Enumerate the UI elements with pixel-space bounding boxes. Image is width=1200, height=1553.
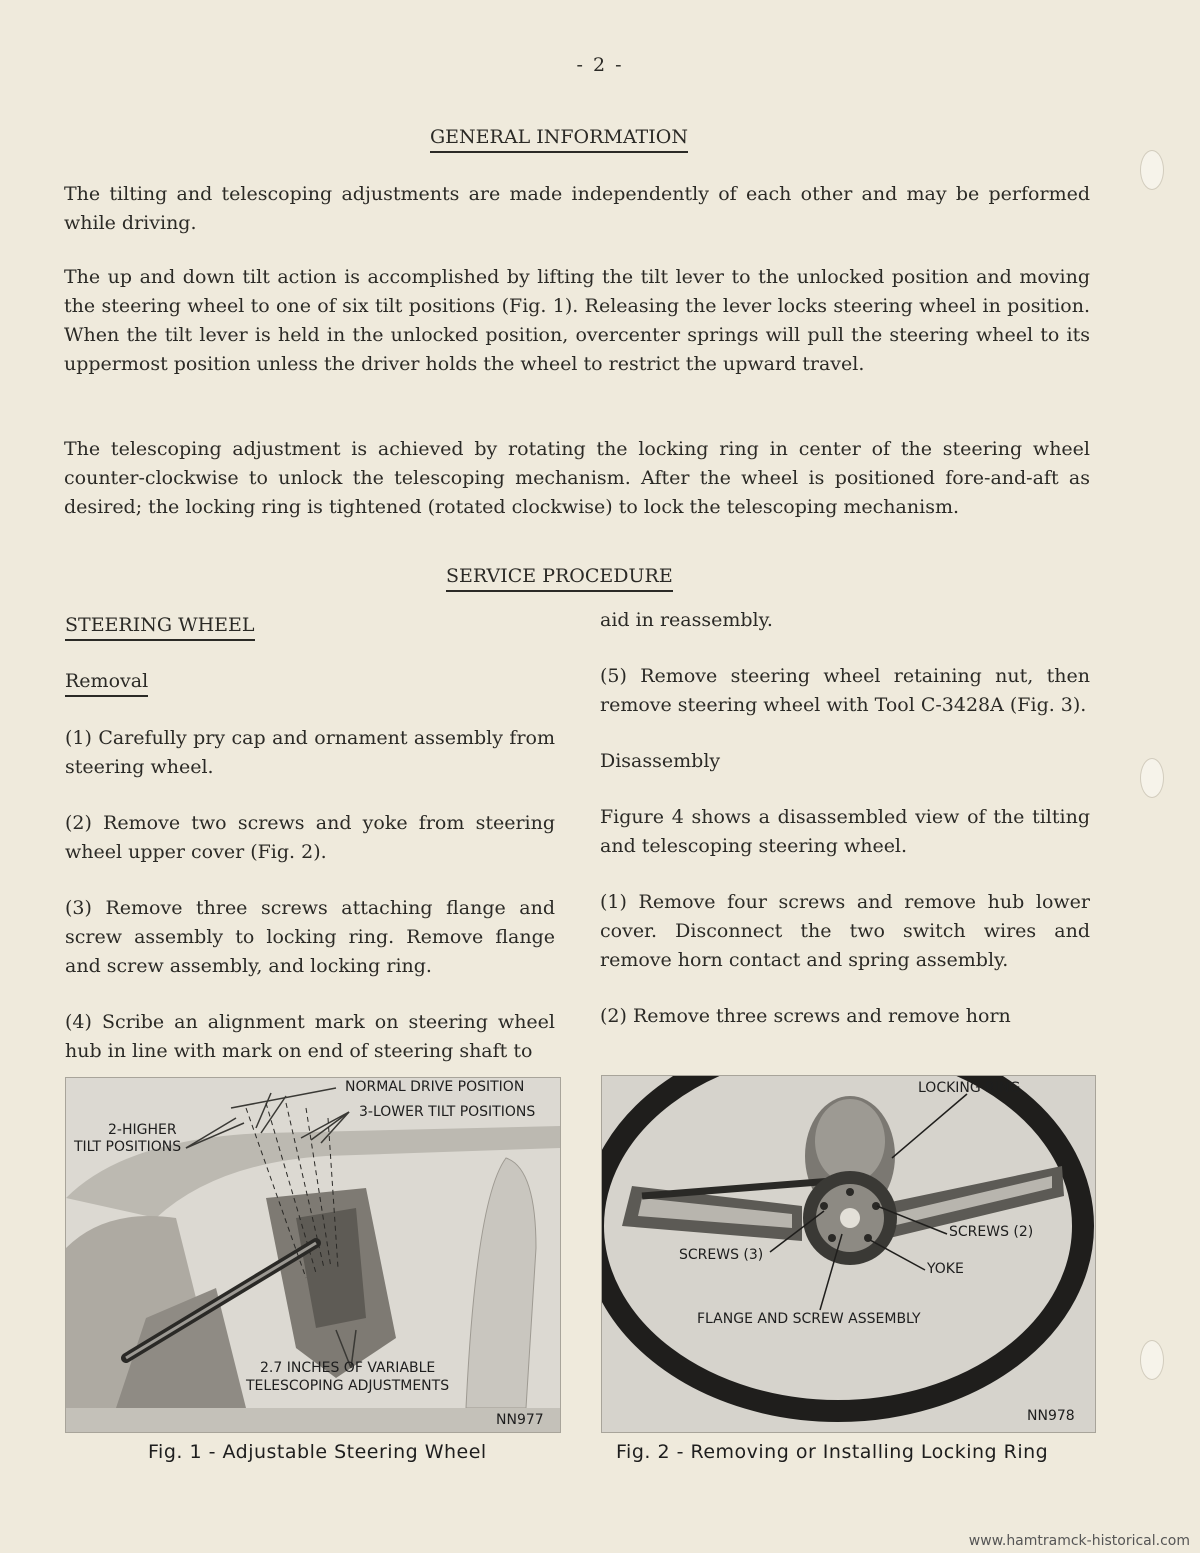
telescoping-label-2: TELESCOPING ADJUSTMENTS [246, 1378, 450, 1394]
lower-tilt-label: 3-LOWER TILT POSITIONS [359, 1104, 536, 1120]
figure-1-code: NN977 [496, 1412, 544, 1428]
watermark-url: www.hamtramck-historical.com [968, 1533, 1190, 1549]
removal-step-2: (2) Remove two screws and yoke from steering wheel upper cover (Fig. 2). [65, 812, 555, 863]
figure-2-caption: Fig. 2 - Removing or Installing Locking Ring [616, 1441, 1049, 1463]
normal-drive-label: NORMAL DRIVE POSITION [345, 1079, 525, 1095]
removal-step-3: (3) Remove three screws attaching flange and screw assembly to locking ring. Remove flange and screw assembly, and locking ring. [65, 897, 555, 977]
disassembly-intro: Figure 4 shows a disassembled view of the tilting and telescoping steering wheel. [600, 806, 1090, 857]
figure-1-caption: Fig. 1 - Adjustable Steering Wheel [148, 1441, 487, 1463]
page-number: - 2 - [576, 54, 624, 76]
removal-step-5: (5) Remove steering wheel retaining nut, then remove steering wheel with Tool C-3428A (Fig. 3). [600, 665, 1090, 716]
removal-step-1: (1) Carefully pry cap and ornament assembly from steering wheel. [65, 727, 555, 778]
telescoping-paragraph: The telescoping adjustment is achieved by rotating the locking ring in center of the steering wheel counter-clockwise to unlock the telescoping mechanism. After the wheel is positioned fore-and-aft as desired; the locking ring is tightened (rotated clockwise) to lock the telescoping mechanism. [64, 438, 1090, 518]
locking-ring-label: LOCKING RING [918, 1080, 1021, 1096]
steering-wheel-subheading: STEERING WHEEL [65, 614, 255, 641]
figure-2-code: NN978 [1027, 1408, 1075, 1424]
removal-heading: Removal [65, 670, 148, 697]
intro-paragraph: The tilting and telescoping adjustments are made independently of each other and may be performed while driving. [64, 183, 1090, 234]
figure-2-photo [601, 1075, 1096, 1433]
general-information-heading: GENERAL INFORMATION [430, 126, 688, 153]
right-column-text [600, 606, 1090, 1031]
flange-label: FLANGE AND SCREW ASSEMBLY [697, 1311, 921, 1327]
tilt-paragraph: The up and down tilt action is accomplished by lifting the tilt lever to the unlocked position and moving the steering wheel to one of six tilt positions (Fig. 1). Releasing the lever locks steering wheel in position. When the tilt lever is held in the unlocked position, overcenter springs will pull the steering wheel to its uppermost position unless the driver holds the wheel to restrict the upward travel. [64, 266, 1090, 375]
screws-3-label: SCREWS (3) [679, 1247, 764, 1263]
higher-tilt-label-1: 2-HIGHER [108, 1122, 177, 1138]
removal-steps [65, 724, 555, 1066]
steering-wheel-drawing [602, 1076, 1095, 1432]
binder-hole [1140, 1340, 1164, 1380]
disassembly-heading: Disassembly [600, 750, 721, 772]
yoke-label: YOKE [927, 1261, 964, 1277]
reassembly-continuation: aid in reassembly. [600, 609, 773, 631]
disassembly-step-2: (2) Remove three screws and remove horn [600, 1005, 1011, 1027]
binder-hole [1140, 150, 1164, 190]
service-procedure-heading: SERVICE PROCEDURE [446, 565, 673, 592]
figure-1-illustration [65, 1077, 561, 1433]
removal-step-4: (4) Scribe an alignment mark on steering wheel hub in line with mark on end of steering shaft to [65, 1011, 555, 1062]
binder-hole [1140, 758, 1164, 798]
disassembly-step-1: (1) Remove four screws and remove hub lower cover. Disconnect the two switch wires and remove horn contact and spring assembly. [600, 891, 1090, 971]
telescoping-label-1: 2.7 INCHES OF VARIABLE [260, 1360, 436, 1376]
screws-2-label: SCREWS (2) [949, 1224, 1034, 1240]
higher-tilt-label-2: TILT POSITIONS [74, 1139, 182, 1155]
